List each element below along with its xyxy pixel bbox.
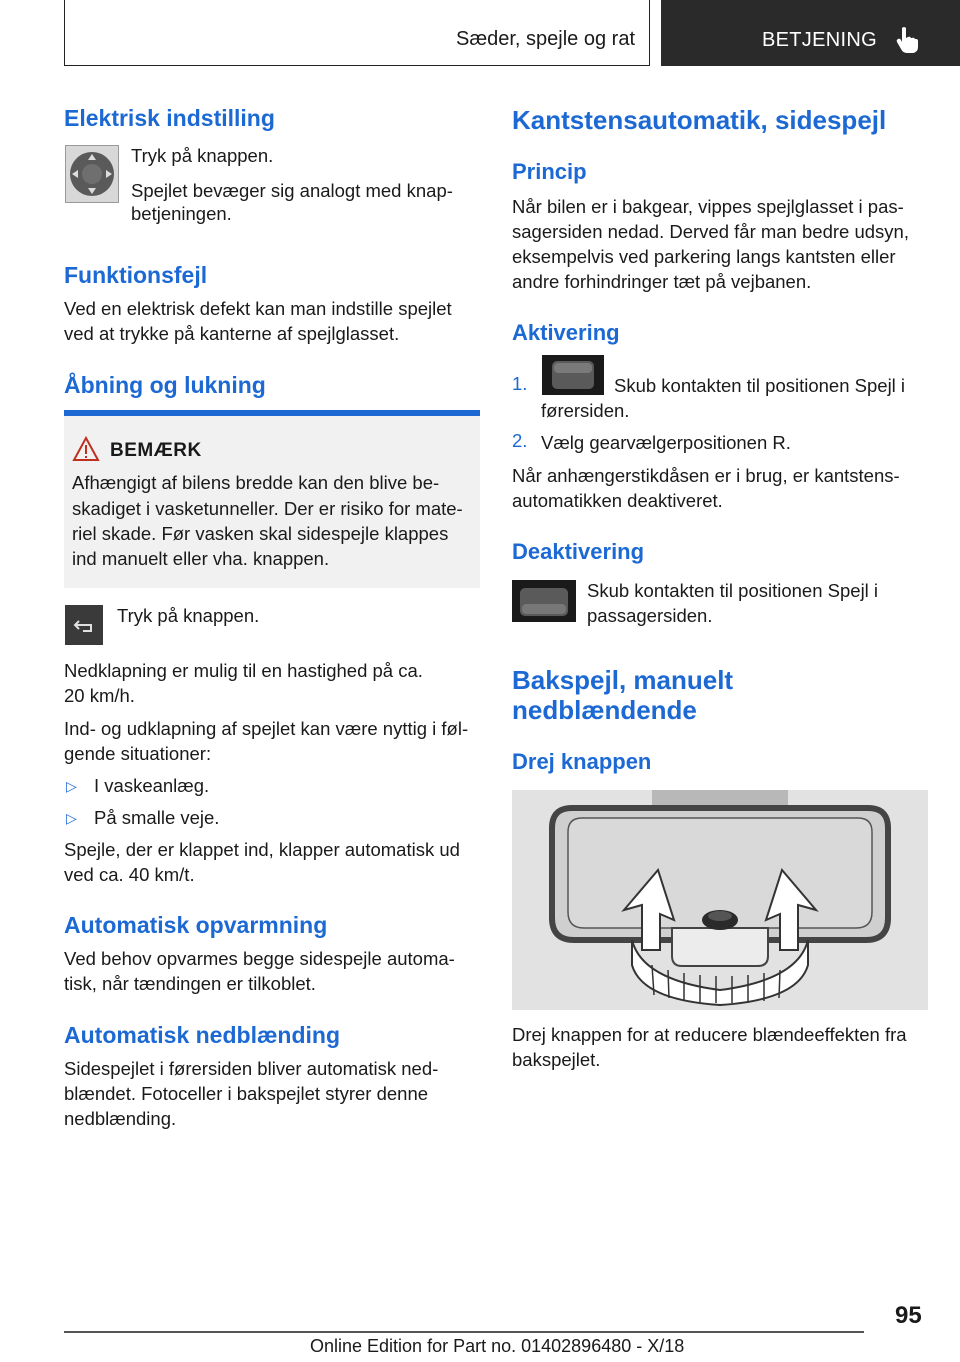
heading-deactivation: Deaktivering [512,539,645,564]
principle-text-4: andre forhindringer tæt på vejbanen. [512,271,812,292]
principle-text-1: Når bilen er i bakgear, vippes spejlglasset i pas- [512,196,904,217]
heading-auto-dimming: Automatisk nedblænding [64,1022,340,1048]
step-1-text-1: Skub kontakten til positionen Spejl i [614,375,906,396]
fault-text-2: ved at trykke på kanterne af spejlglasset. [64,323,400,344]
note-title: BEMÆRK [110,440,202,461]
note-text-4: ind manuelt eller vha. knappen. [72,548,330,569]
heat-text-2: tisk, når tændingen er tilkoblet. [64,973,316,994]
mirror-switch-passenger-icon [512,580,576,622]
fold-text-2: 20 km/h. [64,685,135,706]
dim-text-1: Sidespejlet i førersiden bliver automatisk ned- [64,1058,439,1079]
principle-text-2: sagersiden nedad. Derved får man bedre udsyn, [512,221,909,242]
note-text-2: skadiget i vasketunneller. Der er risiko for mate- [72,498,463,519]
heading-turn-knob: Drej knappen [512,749,652,774]
turn-text-1: Drej knappen for at reducere blændeeffekten fra [512,1024,907,1045]
rear-mirror-illustration [512,790,928,1010]
page-number: 95 [895,1302,922,1329]
footer-edition: Online Edition for Part no. 01402896480 - X/18 [310,1336,685,1356]
note-text-3: riel skade. Før vasken skal sidespejle klappes [72,523,449,544]
bullet-item-1: I vaskeanlæg. [94,775,210,796]
electric-text-1: Tryk på knappen. [131,145,274,166]
deactivation-text-2: passagersiden. [587,605,713,626]
electric-text-2a: Spejlet bevæger sig analogt med knap- [131,180,453,201]
section-label: BETJENING [762,29,877,51]
heat-text-1: Ved behov opvarmes begge sidespejle automa- [64,948,455,969]
heading-open-close: Åbning og lukning [64,372,266,398]
mirror-switch-driver-icon [542,355,604,395]
fold-mirror-button-icon [65,605,103,645]
step-2-text: Vælg gearvælgerpositionen R. [541,432,791,453]
principle-text-3: eksempelvis ved parkering langs kantsten eller [512,246,896,267]
mirror-adjust-button-icon [65,145,119,203]
bullet-marker-2: ▷ [66,810,77,826]
fault-text-1: Ved en elektrisk defekt kan man indstille spejlet [64,298,452,319]
heading-electric-adjust: Elektrisk indstilling [64,105,275,131]
fold-text-1: Nedklapning er mulig til en hastighed på ca. [64,660,423,681]
fold-text-6: ved ca. 40 km/t. [64,864,195,885]
chapter-header [64,0,650,66]
step-number-1: 1. [512,373,528,394]
chapter-title: Sæder, spejle og rat [456,28,635,50]
heading-principle: Princip [512,159,587,184]
heading-fault: Funktionsfejl [64,262,208,288]
dim-text-3: nedblænding. [64,1108,177,1129]
turn-text-2: bakspejlet. [512,1049,601,1070]
heading-auto-heating: Automatisk opvarmning [64,912,328,938]
fold-text-5: Spejle, der er klappet ind, klapper automatisk ud [64,839,460,860]
activation-text-1: Når anhængerstikdåsen er i brug, er kantstens- [512,465,900,486]
fold-text-4: gende situationer: [64,743,212,764]
bullet-marker-1: ▷ [66,778,77,794]
pointing-hand-icon [894,26,920,54]
heading-activation: Aktivering [512,320,620,345]
warning-triangle-icon [72,436,100,462]
step-number-2: 2. [512,430,528,451]
activation-text-2: automatikken deaktiveret. [512,490,723,511]
fold-button-text: Tryk på knappen. [117,605,260,626]
dim-text-2: blændet. Fotoceller i bakspejlet styrer denne [64,1083,429,1104]
deactivation-text-1: Skub kontakten til positionen Spejl i [587,580,879,601]
bullet-item-2: På smalle veje. [94,807,220,828]
heading-curb-automatic: Kantstensautomatik, sidespejl [512,105,887,135]
electric-text-2b: betjeningen. [131,203,232,224]
fold-text-3: Ind- og udklapning af spejlet kan være nyttig i føl- [64,718,469,739]
note-text-1: Afhængigt af bilens bredde kan den blive be- [72,472,440,493]
step-1-text-2: førersiden. [541,400,630,421]
heading-rear-mirror-2: nedblændende [512,695,697,725]
heading-rear-mirror-1: Bakspejl, manuelt [512,665,734,695]
footer-rule [64,1331,864,1333]
